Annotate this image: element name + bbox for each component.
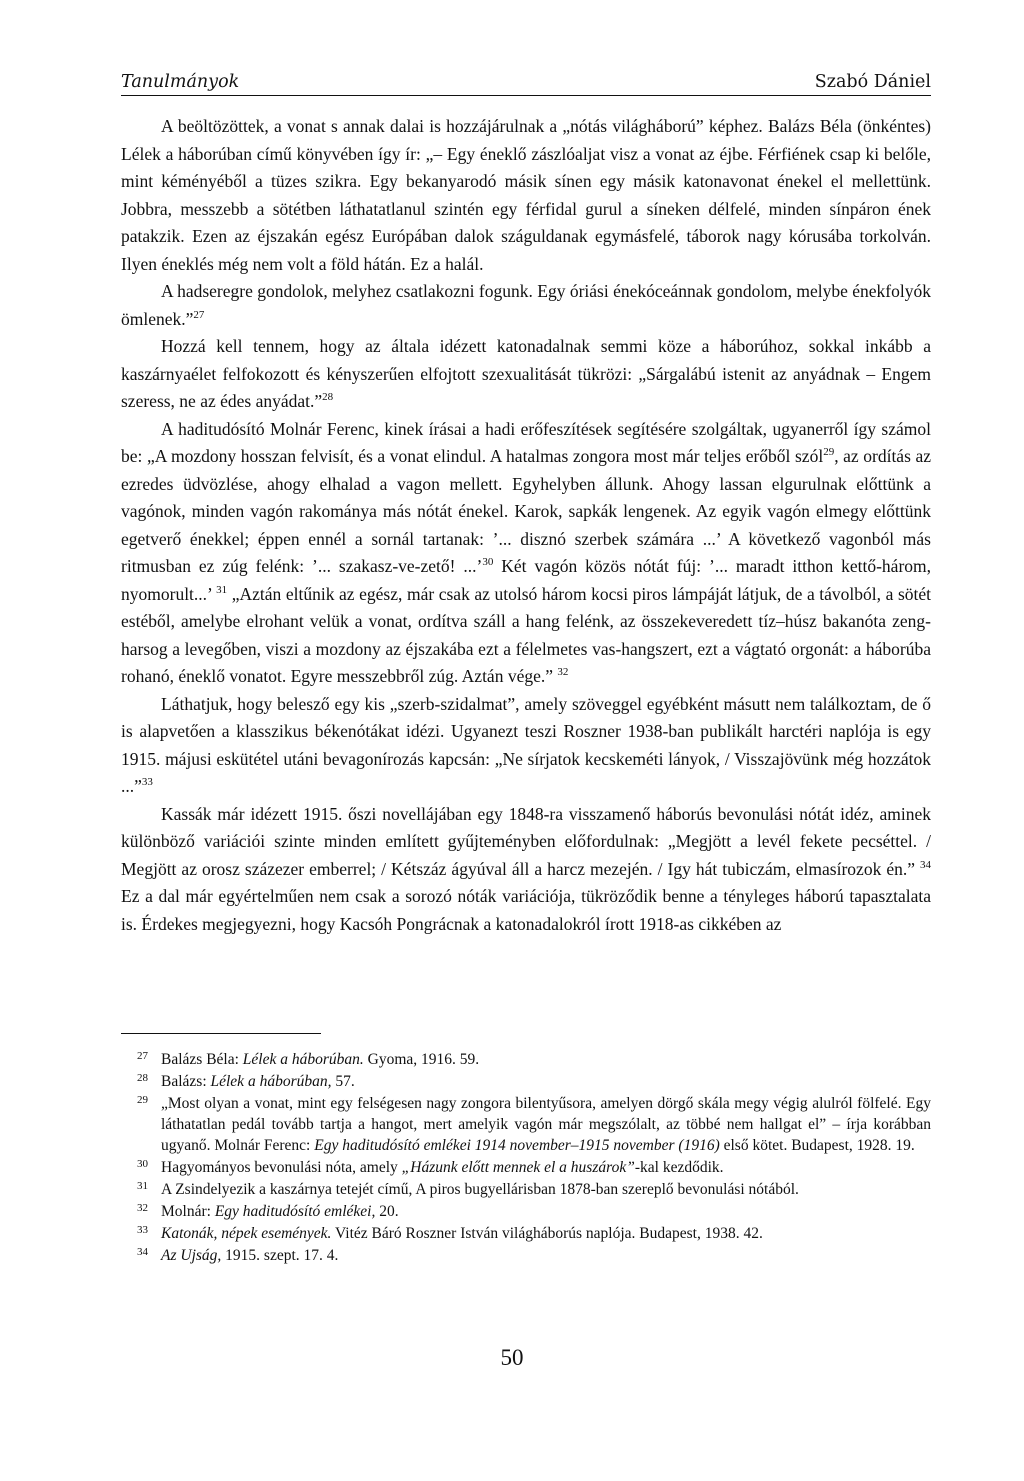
text-run: Láthatjuk, hogy belesző egy kis „szerb-szidalmat”, amely szöveggel egyébként másutt nem találkoztam, de ő is alapvetően a klasszikus békenótákat idézi. Ugyanezt teszi Roszner 1938-ban publikált harctéri naplója is egy 1915. májusi eskütétel utáni bevagonírozás kapcsán: „Ne sírjatok kecskeméti lányok, / Visszajövünk még hozzátok ...” xyxy=(121,693,931,796)
text-run: „Aztán eltűnik az egész, már csak az utolsó három kocsi piros lámpáját látjuk, de a távolból, a sötét estéből, amelybe elrohant velük a vonat, ordítva száll a hang felénk, az összekeveredett tíz–húsz bakanóta zeng-harsog a levegőben, viszi a mozdony az éjszakába ezt a félelmetes vas-hangszert, ezt a vágtató orgonát: a háborúba rohanó, éneklő vonatot. Egyre messzebbről zúg. Aztán vége.” xyxy=(121,583,931,686)
header-section-title: Tanulmányok xyxy=(121,72,240,92)
footnote xyxy=(121,1245,931,1266)
text-run: Ez a dal már egyértelműen nem csak a sorozó nóták variációja, tükröződik benne a tényleges háború tapasztalata is. Érdekes megjegyezni, hogy Kacsóh Pongrácnak a katonadalokról írott 1918-as cikkében az xyxy=(121,886,931,934)
text-run: A beöltözöttek, a vonat s annak dalai is hozzájárulnak a „nótás világháború” képhez. Balázs Béla (önkéntes) Lélek a háborúban című könyvében így ír: „– Egy éneklő zászlóaljat visz a vonat az éjbe. Férfiének csap ki belőle, mint kéményéből a tüzes szikra. Egy bekanyarodó másik sínen egy másik katonavonat énekel el mellettünk. Jobbra, messzebb a sötétben láthatatlanul szintén egy férfidal gurul a síneken délfelé, minden sínpáron ének patakzik. Ezen az éjszakán egész Európában dalok száguldanak egymásfelé, táborok nagy kórusába torkolván. Ilyen éneklés még nem volt a föld hátán. Ez a halál. xyxy=(121,116,931,274)
italic-text: Egy haditudósító emlékei, xyxy=(214,1203,376,1220)
text-run: „Most olyan a vonat, mint egy felségesen nagy zongora bilentyűsora, amelyen dörgő skála megy végig alulról fölfelé. Egy láthatatlan pedál tovább tartja a hangot, mert amelyik vagón már megszólalt, az többé nem hallgat el” – írja korábban ugyanő. Molnár Ferenc: xyxy=(161,1095,931,1154)
footnote-number: 27 xyxy=(137,1050,148,1062)
main-text xyxy=(121,113,931,938)
paragraph xyxy=(121,801,931,939)
footnote-number: 32 xyxy=(137,1202,148,1214)
footnote-ref[interactable]: 32 xyxy=(557,666,569,679)
paragraph xyxy=(121,113,931,278)
footnote-ref[interactable]: 28 xyxy=(322,391,334,404)
text-run: Hozzá kell tennem, hogy az általa idézett katonadalnak semmi köze a háborúhoz, sokkal inkább a kaszárnyaélet felfokozott és kényszerűen elfojtott szexualitását tükrözi: „Sárgalábú istenit az anyádnak – Engem szeress, ne az édes anyádat.” xyxy=(121,336,931,411)
footnote-text xyxy=(161,1223,931,1244)
text-run: Vitéz Báró Roszner István világháborús naplója. Budapest, 1938. 42. xyxy=(331,1225,763,1242)
footnotes xyxy=(121,1049,931,1267)
text-run: Molnár: xyxy=(161,1203,215,1220)
text-run: A hadseregre gondolok, melyhez csatlakozni fogunk. Egy óriási énekóceánnak gondolom, melybe énekfolyók ömlenek.” xyxy=(121,281,931,329)
paragraph xyxy=(121,278,931,333)
footnote xyxy=(121,1157,931,1178)
paragraph xyxy=(121,416,931,691)
footnote-number: 33 xyxy=(137,1224,148,1236)
footnote xyxy=(121,1223,931,1244)
footnote-ref[interactable]: 33 xyxy=(141,776,153,789)
text-run: A Zsindelyezik a kaszárnya tetejét című, A piros bugyellárisban 1878-ban szereplő bevonulási nótából. xyxy=(161,1181,799,1198)
text-run: Gyoma, 1916. 59. xyxy=(363,1051,480,1068)
footnote-number: 30 xyxy=(137,1158,148,1170)
italic-text: Lélek a háborúban, xyxy=(210,1073,332,1090)
footnote xyxy=(121,1071,931,1092)
text-run: , az ordítás az ezredes üdvözlése, ahogy elhalad a vagon mellett. Egyhelyben állunk. Ahogy lassan elgurulnak előttünk a vagónok, minden vagón rakománya más nótát énekel. Karok, sapkák lengenek. Az egyik vagón elmegy előttünk egetverő énekkel; éppen ennél a sornál tartanak: ’... disznó szerbek számára ...’ A következő vagonból más ritmusban ez zúg felénk: ’... szakasz-ve-zető! ...’ xyxy=(121,446,932,576)
paragraph xyxy=(121,691,931,801)
footnote-ref[interactable]: 27 xyxy=(193,308,205,321)
footnote-text xyxy=(161,1245,931,1266)
page-number: 50 xyxy=(500,1345,524,1370)
footnote-ref[interactable]: 29 xyxy=(823,446,835,459)
footnote xyxy=(121,1049,931,1070)
running-header xyxy=(121,72,931,96)
text-run: -kal kezdődik. xyxy=(634,1159,724,1176)
footnote-separator xyxy=(121,1033,321,1034)
italic-text: Lélek a háborúban. xyxy=(242,1051,364,1068)
text-run: Hagyományos bevonulási nóta, amely xyxy=(161,1159,402,1176)
text-run: A haditudósító Molnár Ferenc, kinek írásai a hadi erőfeszítések segítésére szolgáltak, ugyanerről így számol be: „A mozdony hosszan felvisít, és a vonat elindul. A hatalmas zongora most már teljes erőből szól xyxy=(121,418,931,466)
italic-text: Egy haditudósító emlékei 1914 november–1915 november (1916) xyxy=(314,1137,720,1154)
footnote-text xyxy=(161,1201,931,1222)
footnote-number: 28 xyxy=(137,1072,148,1084)
header-author: Szabó Dániel xyxy=(814,72,931,92)
text-run: Balázs: xyxy=(161,1073,211,1090)
footnote-text xyxy=(161,1179,931,1200)
italic-text: Az Ujság, xyxy=(161,1247,222,1264)
text-run: első kötet. Budapest, 1928. 19. xyxy=(719,1137,915,1154)
footnote xyxy=(121,1093,931,1156)
text-run: Két vagón közös nótát fúj: ’... maradt itthon kettő-három, nyomorult...’ xyxy=(121,556,932,604)
footnote-text xyxy=(161,1071,931,1092)
footnote-ref[interactable]: 31 xyxy=(216,583,228,596)
text-run: Balázs Béla: xyxy=(161,1051,243,1068)
footnote-ref[interactable]: 30 xyxy=(482,556,494,569)
paragraph xyxy=(121,333,931,416)
italic-text: „Házunk előtt mennek el a huszárok” xyxy=(401,1159,635,1176)
footnote-ref[interactable]: 34 xyxy=(920,858,931,871)
footnote xyxy=(121,1179,931,1200)
italic-text: Katonák, népek események. xyxy=(161,1225,332,1242)
text-run: Kassák már idézett 1915. őszi novellájában egy 1848-ra visszamenő háborús bevonulási nótát idéz, aminek különböző variációi szinte minden említett gyűjteményben előfordulnak: „Megjött a levél fekete pecséttel. / Megjött az orosz százezer emberrel; / Kétszáz ágyúval áll a harcz mezején. / Igy hát tubiczám, elmasírozok én.” xyxy=(121,803,931,879)
text-run: 20. xyxy=(375,1203,399,1220)
text-run: 57. xyxy=(331,1073,355,1090)
footnote-text xyxy=(161,1093,931,1156)
footnote-text xyxy=(161,1049,931,1070)
footnote-number: 31 xyxy=(137,1180,148,1192)
page xyxy=(121,72,931,938)
footnote-number: 34 xyxy=(137,1246,148,1258)
footnote xyxy=(121,1201,931,1222)
footnote-text xyxy=(161,1157,931,1178)
footnote-number: 29 xyxy=(137,1094,148,1106)
text-run: 1915. szept. 17. 4. xyxy=(221,1247,339,1264)
